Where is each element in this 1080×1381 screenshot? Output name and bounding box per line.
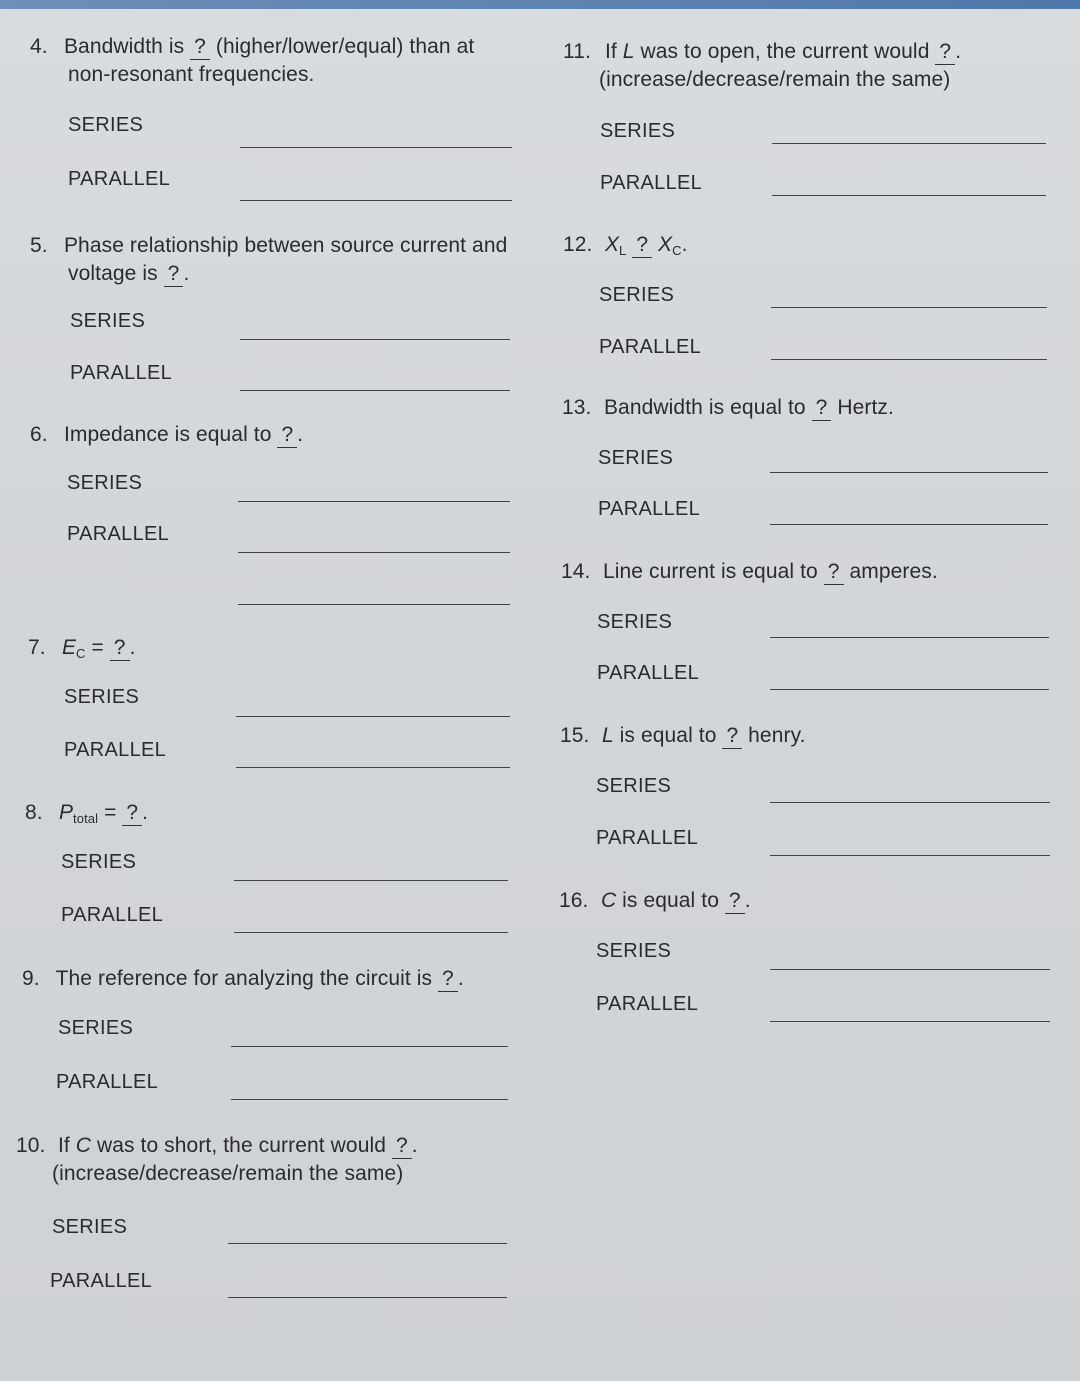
- blank-slot: ?: [725, 889, 745, 914]
- blank-slot: ?: [722, 724, 742, 749]
- parallel-label: PARALLEL: [64, 739, 167, 761]
- question-number: 13.: [562, 396, 592, 419]
- question-number: 8.: [25, 801, 43, 824]
- parallel-label: PARALLEL: [56, 1071, 159, 1093]
- series-label: SERIES: [600, 120, 676, 142]
- answer-line-series[interactable]: [240, 339, 510, 340]
- question-text-line2: [68, 260, 507, 288]
- answer-line-parallel[interactable]: [234, 932, 508, 933]
- top-edge-strip: [0, 0, 1080, 9]
- answer-line-series[interactable]: [238, 501, 510, 502]
- question-text: .: [129, 636, 136, 659]
- answer-line-series[interactable]: [240, 147, 512, 148]
- answer-line-parallel[interactable]: [240, 200, 512, 201]
- parallel-label: PARALLEL: [68, 168, 171, 190]
- question-text: .: [955, 40, 962, 63]
- answer-line-parallel[interactable]: [238, 552, 510, 553]
- blank-slot: ?: [824, 560, 844, 585]
- subscript: C: [76, 646, 86, 661]
- question-text: .: [142, 801, 149, 824]
- question-15: [560, 722, 806, 750]
- equals-sign: =: [91, 636, 104, 659]
- blank-slot: ?: [812, 396, 832, 421]
- parallel-label: PARALLEL: [70, 362, 173, 384]
- question-text: Bandwidth is: [63, 35, 185, 58]
- blank-slot: ?: [122, 801, 142, 826]
- question-14: [561, 558, 938, 586]
- blank-slot: ?: [935, 40, 955, 65]
- variable-e: E: [61, 636, 77, 659]
- question-text-line2: (increase/decrease/remain the same): [52, 1162, 404, 1185]
- question-text: is equal to: [622, 889, 719, 912]
- variable-c: C: [75, 1134, 92, 1157]
- blank-slot: ?: [277, 423, 297, 448]
- question-text: henry.: [748, 724, 806, 747]
- subscript: C: [672, 243, 682, 258]
- question-text: Hertz.: [837, 396, 894, 419]
- question-text: voltage is: [68, 262, 158, 285]
- question-text: The reference for analyzing the circuit is: [55, 967, 433, 990]
- question-number: 4.: [30, 35, 48, 58]
- parallel-label: PARALLEL: [597, 662, 700, 684]
- answer-line-series[interactable]: [771, 307, 1047, 308]
- answer-line-parallel[interactable]: [770, 524, 1048, 525]
- question-text: was to short, the current would: [96, 1134, 387, 1157]
- question-9: [22, 965, 464, 993]
- equals-sign: =: [104, 801, 117, 824]
- question-number: 16.: [559, 889, 589, 912]
- question-number: 10.: [16, 1134, 46, 1157]
- variable-x: X: [658, 233, 673, 256]
- blank-slot: ?: [632, 233, 652, 258]
- question-text: .: [457, 967, 464, 990]
- question-text: If: [57, 1134, 70, 1157]
- question-5: [30, 232, 507, 288]
- question-12: [563, 231, 688, 265]
- variable-x: X: [604, 233, 620, 256]
- answer-line-series[interactable]: [770, 472, 1048, 473]
- series-label: SERIES: [68, 114, 144, 136]
- answer-line-parallel[interactable]: [240, 390, 510, 391]
- answer-line-extra[interactable]: [238, 604, 510, 605]
- parallel-label: PARALLEL: [50, 1270, 153, 1292]
- question-4: [30, 33, 474, 89]
- blank-slot: ?: [392, 1134, 412, 1159]
- question-11: [563, 38, 961, 94]
- series-label: SERIES: [596, 775, 672, 797]
- answer-line-parallel[interactable]: [770, 1021, 1050, 1022]
- question-text-line2: non-resonant frequencies.: [68, 63, 315, 86]
- series-label: SERIES: [58, 1017, 134, 1039]
- question-7: [28, 634, 136, 668]
- answer-line-parallel[interactable]: [771, 359, 1047, 360]
- answer-line-series[interactable]: [228, 1243, 507, 1244]
- question-number: 11.: [563, 40, 591, 63]
- variable-c: C: [600, 889, 617, 912]
- question-13: [562, 394, 894, 422]
- subscript: total: [73, 811, 99, 826]
- parallel-label: PARALLEL: [600, 172, 703, 194]
- question-10: [16, 1132, 418, 1188]
- answer-line-parallel[interactable]: [772, 195, 1046, 196]
- question-text: If: [604, 40, 617, 63]
- blank-slot: ?: [438, 967, 458, 992]
- question-number: 7.: [28, 636, 46, 659]
- question-6: [30, 421, 303, 449]
- variable-l: L: [622, 40, 635, 63]
- answer-line-series[interactable]: [236, 716, 510, 717]
- series-label: SERIES: [599, 284, 675, 306]
- answer-line-series[interactable]: [770, 802, 1050, 803]
- answer-line-series[interactable]: [231, 1046, 508, 1047]
- variable-p: P: [58, 801, 74, 824]
- answer-line-series[interactable]: [772, 143, 1046, 144]
- question-text: Impedance is equal to: [63, 423, 272, 446]
- question-number: 6.: [30, 423, 48, 446]
- blank-slot: ?: [164, 262, 184, 287]
- question-text: was to open, the current would: [640, 40, 930, 63]
- series-label: SERIES: [598, 447, 674, 469]
- question-8: [25, 799, 148, 833]
- question-number: 15.: [560, 724, 590, 747]
- question-16: [559, 887, 751, 915]
- blank-slot: ?: [110, 636, 130, 661]
- question-text-line2: (increase/decrease/remain the same): [599, 68, 951, 91]
- parallel-label: PARALLEL: [596, 993, 699, 1015]
- series-label: SERIES: [597, 611, 673, 633]
- answer-line-parallel[interactable]: [236, 767, 510, 768]
- series-label: SERIES: [70, 310, 146, 332]
- parallel-label: PARALLEL: [596, 827, 699, 849]
- question-text: Bandwidth is equal to: [603, 396, 806, 419]
- answer-line-parallel[interactable]: [228, 1297, 507, 1298]
- answer-line-series[interactable]: [770, 637, 1049, 638]
- series-label: SERIES: [52, 1216, 128, 1238]
- answer-line-series[interactable]: [234, 880, 508, 881]
- question-text: is equal to: [619, 724, 717, 747]
- question-text: amperes.: [849, 560, 938, 583]
- blank-slot: ?: [190, 35, 210, 60]
- question-text: Line current is equal to: [602, 560, 818, 583]
- answer-line-parallel[interactable]: [770, 689, 1049, 690]
- question-text: (higher/lower/equal) than at: [215, 35, 475, 58]
- question-number: 12.: [563, 233, 593, 256]
- series-label: SERIES: [61, 851, 137, 873]
- parallel-label: PARALLEL: [598, 498, 701, 520]
- parallel-label: PARALLEL: [599, 336, 702, 358]
- question-number: 9.: [22, 967, 40, 990]
- answer-line-parallel[interactable]: [231, 1099, 508, 1100]
- question-text: .: [744, 889, 751, 912]
- question-text: .: [411, 1134, 418, 1157]
- parallel-label: PARALLEL: [67, 523, 170, 545]
- answer-line-series[interactable]: [770, 969, 1050, 970]
- subscript: L: [619, 243, 627, 258]
- series-label: SERIES: [596, 940, 672, 962]
- parallel-label: PARALLEL: [61, 904, 164, 926]
- answer-line-parallel[interactable]: [770, 855, 1050, 856]
- question-text: .: [183, 262, 190, 285]
- question-number: 14.: [561, 560, 591, 583]
- question-text: .: [681, 233, 688, 256]
- question-text: .: [297, 423, 304, 446]
- question-text: Phase relationship between source current and: [63, 234, 508, 257]
- series-label: SERIES: [67, 472, 143, 494]
- question-number: 5.: [30, 234, 48, 257]
- variable-l: L: [601, 724, 614, 747]
- series-label: SERIES: [64, 686, 140, 708]
